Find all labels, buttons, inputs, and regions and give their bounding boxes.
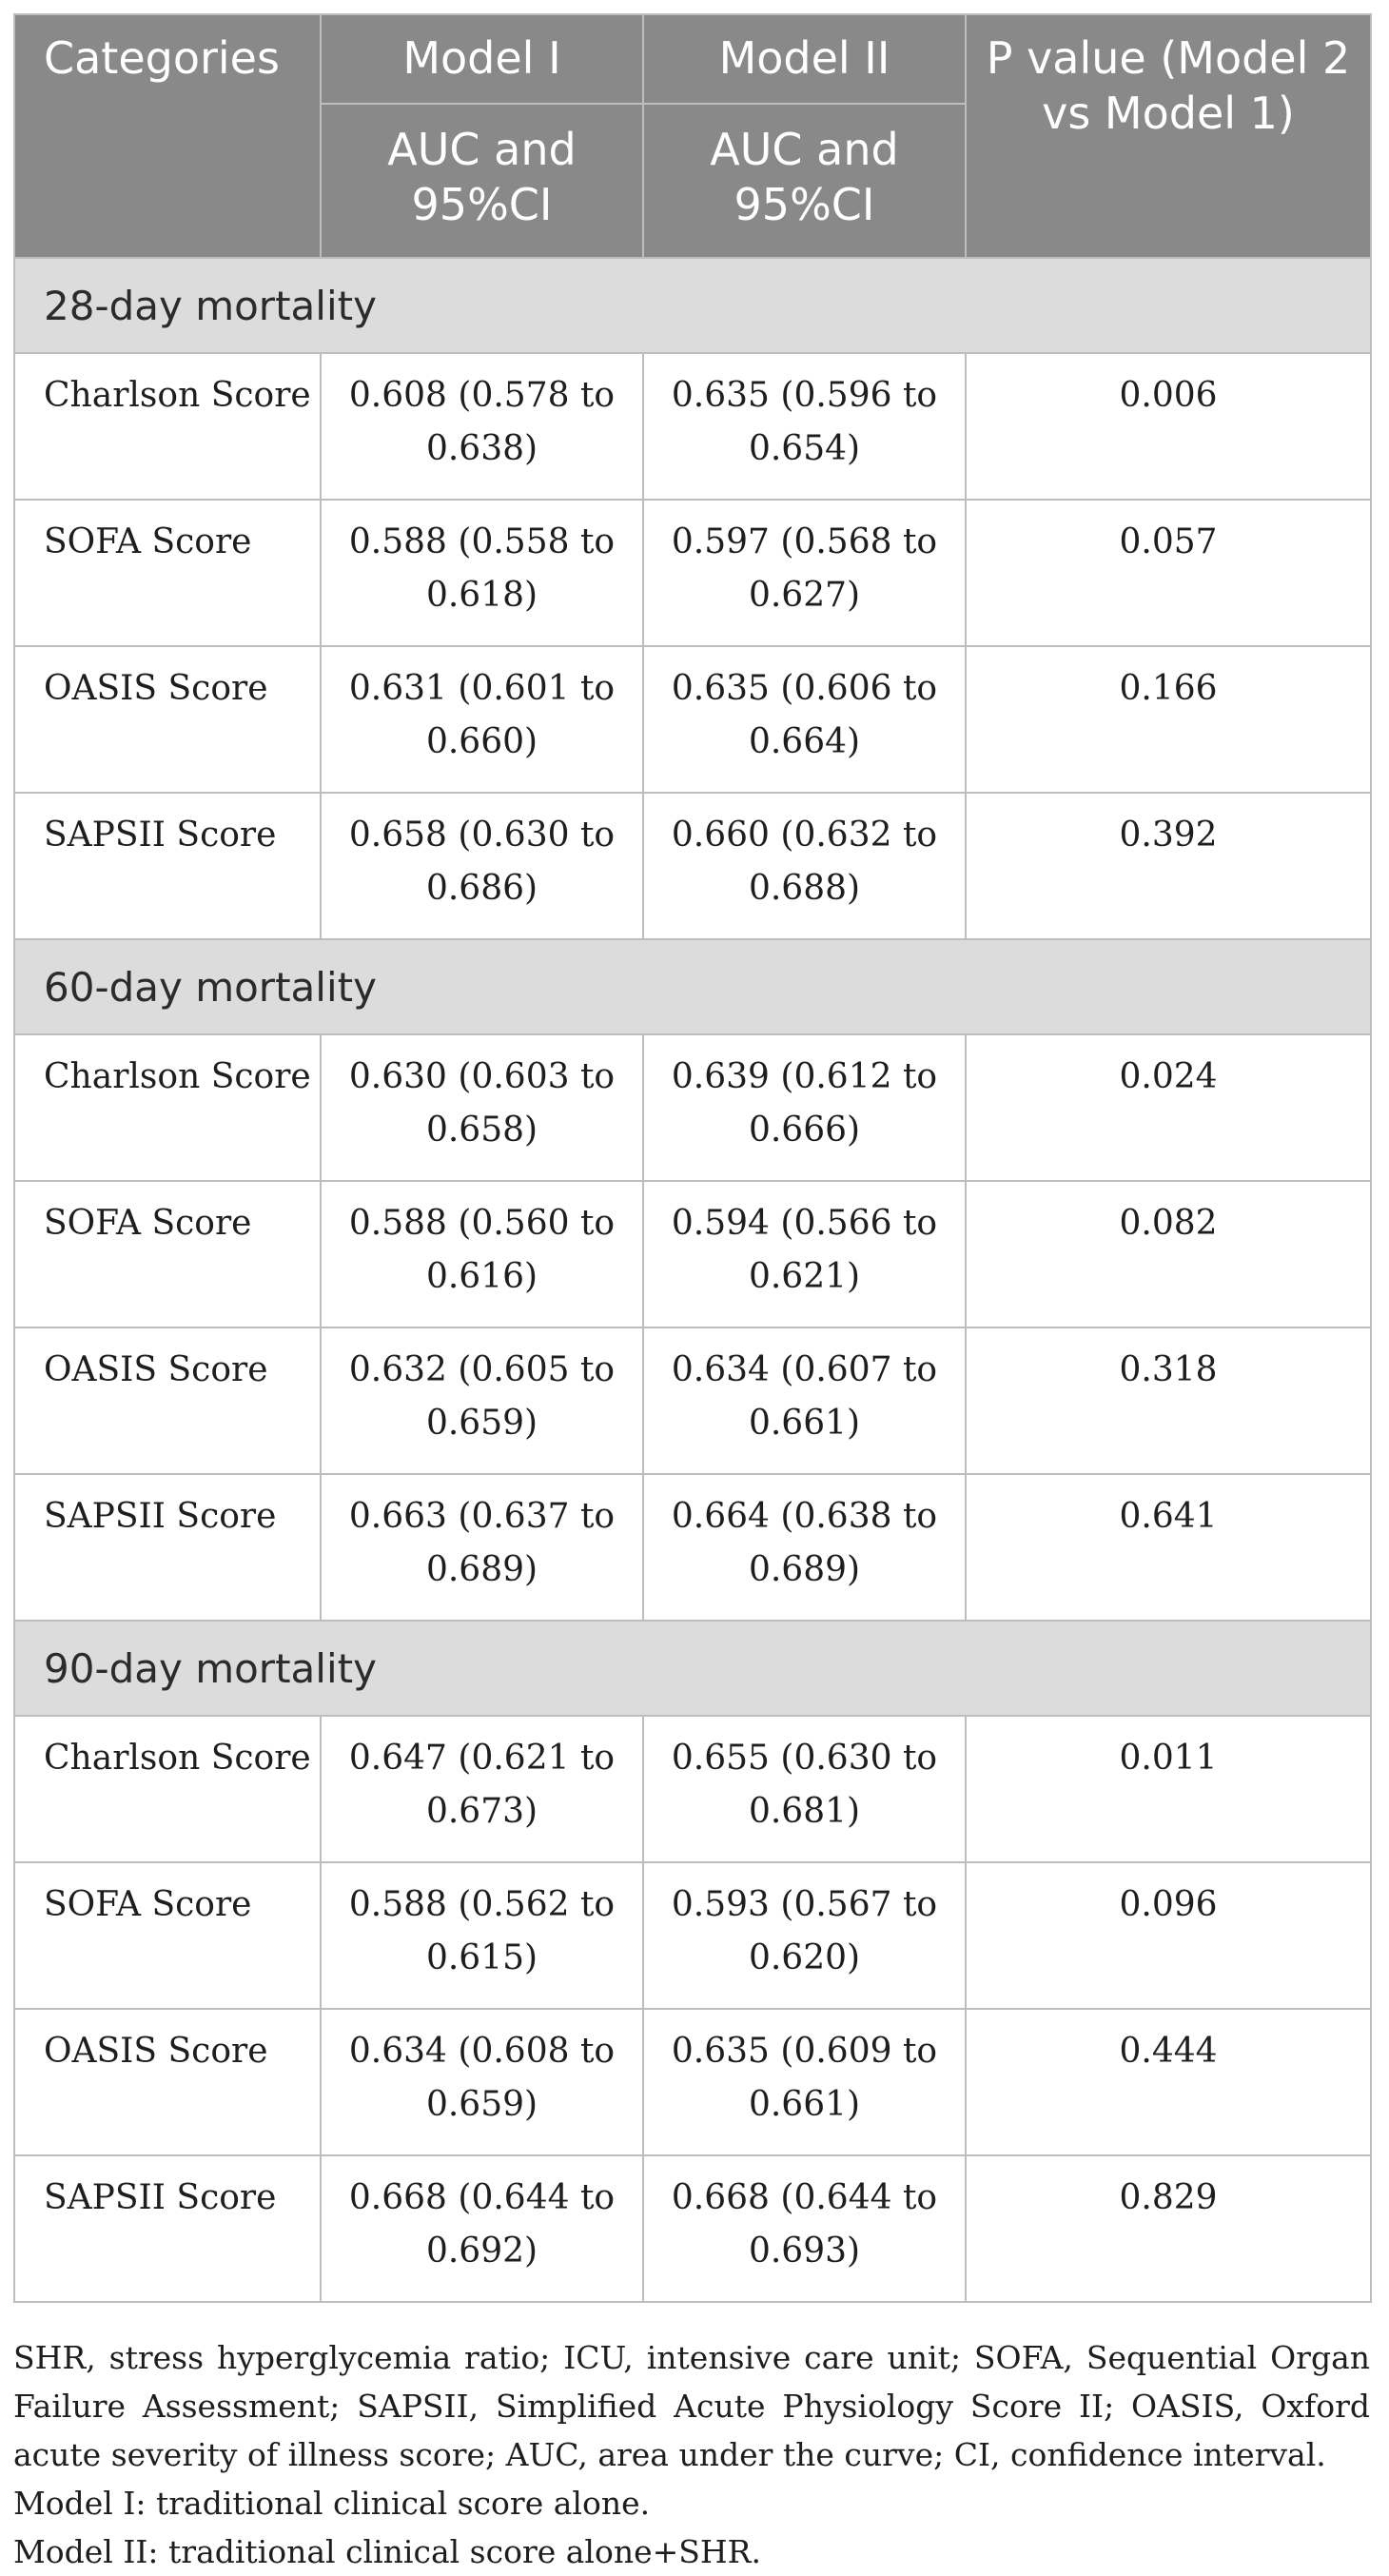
p-value: 0.166 (966, 646, 1371, 793)
model-1-auc: 0.634 (0.608 to 0.659) (321, 2009, 643, 2155)
row-label: Charlson Score (14, 1716, 321, 1862)
row-label: OASIS Score (14, 1327, 321, 1474)
row-label: OASIS Score (14, 2009, 321, 2155)
section-title: 28-day mortality (14, 258, 1371, 353)
table-row (14, 353, 1371, 500)
model-2-auc: 0.668 (0.644 to 0.693) (643, 2155, 966, 2302)
model-2-auc: 0.594 (0.566 to 0.621) (643, 1181, 966, 1327)
p-value: 0.318 (966, 1327, 1371, 1474)
p-value: 0.829 (966, 2155, 1371, 2302)
section-row (14, 258, 1371, 353)
model-1-auc: 0.588 (0.560 to 0.616) (321, 1181, 643, 1327)
model-2-auc: 0.664 (0.638 to 0.689) (643, 1474, 966, 1621)
table-footnotes (13, 2333, 1370, 2576)
table-row (14, 1862, 1371, 2009)
section-title: 60-day mortality (14, 939, 1371, 1034)
model-1-auc: 0.588 (0.562 to 0.615) (321, 1862, 643, 2009)
p-value: 0.641 (966, 1474, 1371, 1621)
header-p-value: P value (Model 2 vs Model 1) (966, 14, 1371, 258)
row-label: SAPSII Score (14, 793, 321, 939)
model-1-auc: 0.632 (0.605 to 0.659) (321, 1327, 643, 1474)
model-1-auc: 0.647 (0.621 to 0.673) (321, 1716, 643, 1862)
model-1-auc: 0.588 (0.558 to 0.618) (321, 500, 643, 646)
model-2-auc: 0.634 (0.607 to 0.661) (643, 1327, 966, 1474)
row-label: SAPSII Score (14, 2155, 321, 2302)
p-value: 0.082 (966, 1181, 1371, 1327)
table-row (14, 500, 1371, 646)
auc-comparison-table (13, 13, 1372, 2303)
table-row (14, 1327, 1371, 1474)
p-value: 0.392 (966, 793, 1371, 939)
model-2-auc: 0.597 (0.568 to 0.627) (643, 500, 966, 646)
p-value: 0.057 (966, 500, 1371, 646)
header-model-2: Model II (643, 14, 966, 104)
p-value: 0.444 (966, 2009, 1371, 2155)
table-row (14, 2155, 1371, 2302)
section-row (14, 939, 1371, 1034)
table-row (14, 1034, 1371, 1181)
p-value: 0.006 (966, 353, 1371, 500)
model-2-auc: 0.660 (0.632 to 0.688) (643, 793, 966, 939)
footnote-model-2: Model II: traditional clinical score alone+SHR. (13, 2533, 762, 2570)
row-label: SOFA Score (14, 1181, 321, 1327)
model-1-auc: 0.658 (0.630 to 0.686) (321, 793, 643, 939)
table-body (14, 258, 1371, 2302)
section-title: 90-day mortality (14, 1621, 1371, 1716)
model-1-auc: 0.630 (0.603 to 0.658) (321, 1034, 643, 1181)
model-1-auc: 0.668 (0.644 to 0.692) (321, 2155, 643, 2302)
footnote-abbreviations: SHR, stress hyperglycemia ratio; ICU, intensive care unit; SOFA, Sequential Organ Failure Assessment; SAPSII, Simplified Acute Physiology Score II; OASIS, Oxford acute severity of illness score; AUC, area under the curve; CI, confidence interval. (13, 2339, 1370, 2473)
model-1-auc: 0.608 (0.578 to 0.638) (321, 353, 643, 500)
table-row (14, 646, 1371, 793)
model-2-auc: 0.635 (0.609 to 0.661) (643, 2009, 966, 2155)
table-row (14, 793, 1371, 939)
model-1-auc: 0.631 (0.601 to 0.660) (321, 646, 643, 793)
model-2-auc: 0.635 (0.596 to 0.654) (643, 353, 966, 500)
model-2-auc: 0.635 (0.606 to 0.664) (643, 646, 966, 793)
model-2-auc: 0.639 (0.612 to 0.666) (643, 1034, 966, 1181)
table-row (14, 2009, 1371, 2155)
header-categories: Categories (14, 14, 321, 258)
model-2-auc: 0.655 (0.630 to 0.681) (643, 1716, 966, 1862)
row-label: Charlson Score (14, 1034, 321, 1181)
row-label: OASIS Score (14, 646, 321, 793)
header-auc-model-1: AUC and 95%CI (321, 104, 643, 258)
table-container (13, 13, 1370, 2303)
section-row (14, 1621, 1371, 1716)
table-row (14, 1474, 1371, 1621)
row-label: SAPSII Score (14, 1474, 321, 1621)
table-header (14, 14, 1371, 258)
p-value: 0.096 (966, 1862, 1371, 2009)
p-value: 0.011 (966, 1716, 1371, 1862)
row-label: SOFA Score (14, 1862, 321, 2009)
footnote-model-1: Model I: traditional clinical score alone. (13, 2485, 651, 2522)
row-label: Charlson Score (14, 353, 321, 500)
table-row (14, 1181, 1371, 1327)
model-2-auc: 0.593 (0.567 to 0.620) (643, 1862, 966, 2009)
header-auc-model-2: AUC and 95%CI (643, 104, 966, 258)
model-1-auc: 0.663 (0.637 to 0.689) (321, 1474, 643, 1621)
header-model-1: Model I (321, 14, 643, 104)
row-label: SOFA Score (14, 500, 321, 646)
table-row (14, 1716, 1371, 1862)
p-value: 0.024 (966, 1034, 1371, 1181)
